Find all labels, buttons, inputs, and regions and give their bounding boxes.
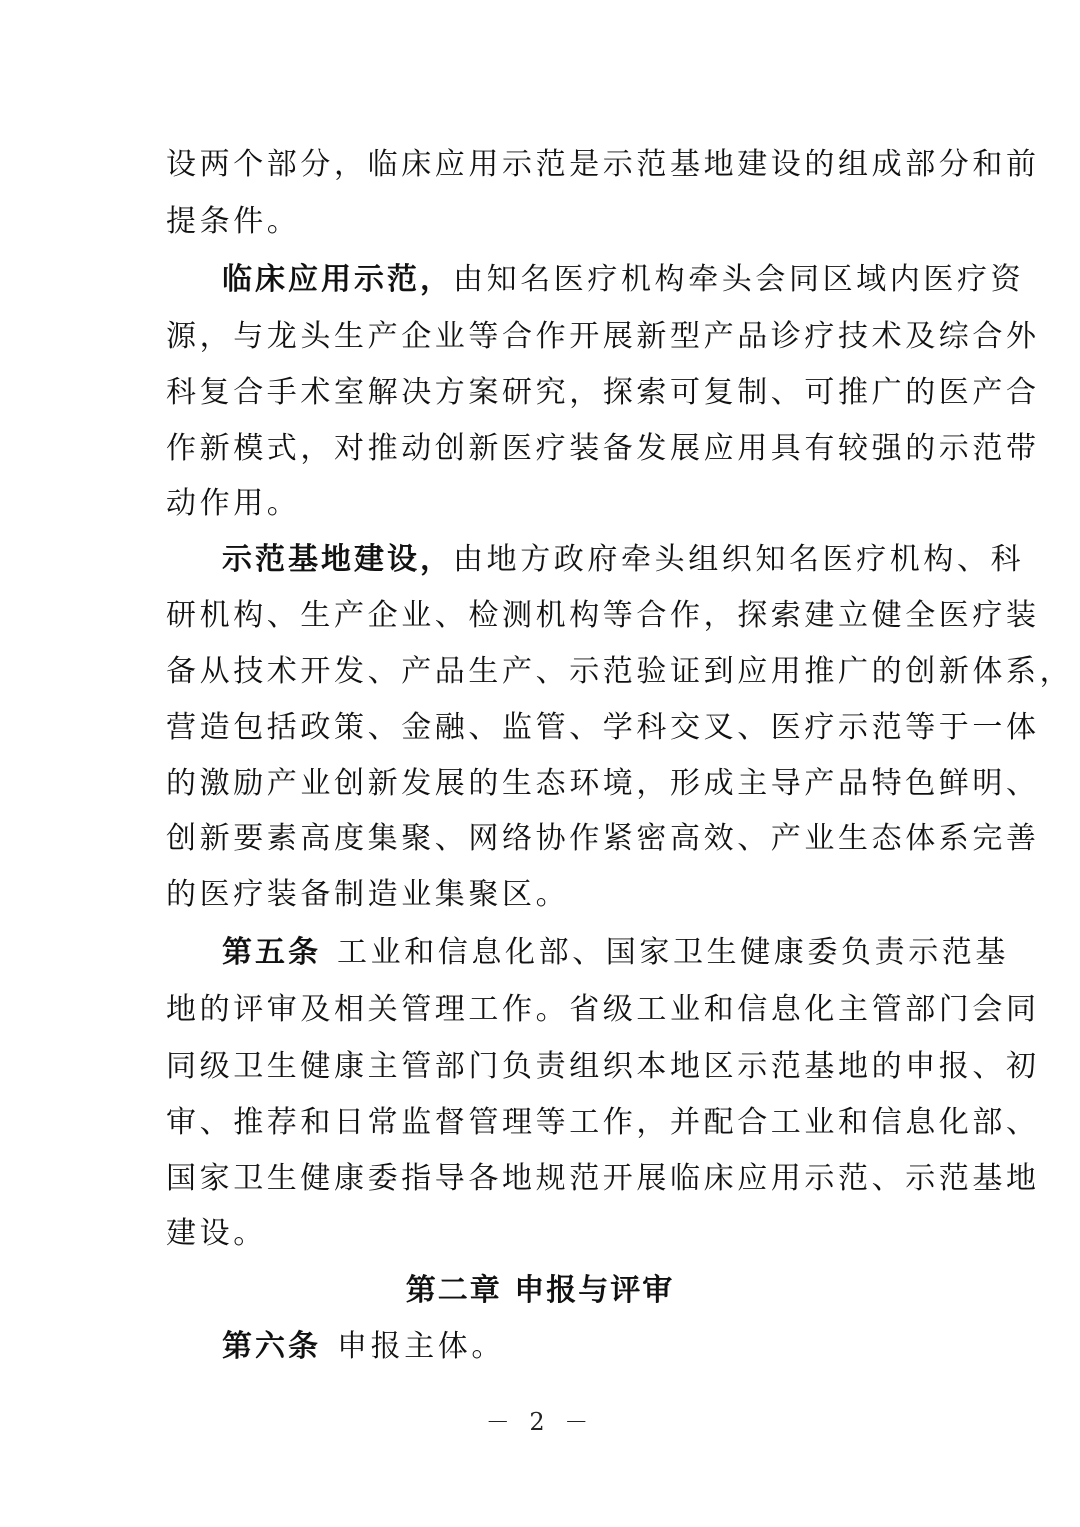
text-span: 建设。 [166, 1216, 267, 1251]
chapter-heading: 第二章 申报与评审 [405, 1273, 675, 1308]
text-span: 源，与龙头生产企业等合作开展新型产品诊疗技术及综合外 [166, 319, 1040, 354]
text-span: 作新模式，对推动创新医疗装备发展应用具有较强的示范带 [166, 431, 1040, 466]
text-span: 设两个部分，临床应用示范是示范基地建设的组成部分和前 [166, 147, 1040, 182]
text-span: 国家卫生健康委指导各地规范开展临床应用示范、示范基地 [166, 1161, 1040, 1196]
text-line [166, 365, 1040, 421]
text-span: 动作用。 [166, 486, 301, 521]
text-span: 工业和信息化部、国家卫生健康委负责示范基 [337, 935, 1009, 970]
text-span: 的激励产业创新发展的生态环境，形成主导产品特色鲜明、 [166, 766, 1040, 801]
paragraph-clinical-demo [222, 252, 1025, 308]
text-line [166, 811, 1040, 867]
text-line [166, 1095, 1040, 1151]
text-line [166, 588, 1040, 644]
text-span: 研机构、生产企业、检测机构等合作，探索建立健全医疗装 [166, 598, 1040, 633]
text-span: 由知名医疗机构牵头会同区域内医疗资 [453, 262, 1025, 297]
text-line [166, 700, 1040, 756]
text-span: 同级卫生健康主管部门负责组织本地区示范基地的申报、初 [166, 1049, 1040, 1084]
text-line [166, 982, 1040, 1038]
text-span: 创新要素高度集聚、网络协作紧密高效、产业生态体系完善 [166, 821, 1040, 856]
text-line [166, 1151, 1040, 1207]
paragraph-base-construction [222, 532, 1025, 588]
text-span: 申报主体。 [337, 1329, 505, 1364]
article-6-paragraph [222, 1319, 926, 1375]
text-line [166, 1039, 1040, 1095]
text-line [166, 476, 926, 532]
text-span: 科复合手术室解决方案研究，探索可复制、可推广的医产合 [166, 375, 1040, 410]
article-5-paragraph [222, 925, 1009, 981]
article-5-label: 第五条 [222, 935, 321, 970]
text-span: 提条件。 [166, 204, 301, 239]
text-line [166, 309, 1040, 365]
page-number: － 2 － [485, 1408, 595, 1436]
text-line [166, 644, 1074, 700]
text-span: 审、推荐和日常监督管理等工作，并配合工业和信息化部、 [166, 1105, 1040, 1140]
article-6-label: 第六条 [222, 1329, 321, 1364]
text-line [166, 1206, 926, 1262]
text-line [166, 421, 1040, 477]
text-line [166, 137, 1040, 193]
text-span: 的医疗装备制造业集聚区。 [166, 877, 570, 912]
text-span: 备从技术开发、产品生产、示范验证到应用推广的创新体系， [166, 654, 1074, 689]
text-span: 地的评审及相关管理工作。省级工业和信息化主管部门会同 [166, 992, 1040, 1027]
text-line [166, 194, 926, 250]
text-span: 由地方政府牵头组织知名医疗机构、科 [453, 542, 1025, 577]
text-line [166, 756, 1040, 812]
term-base-construction: 示范基地建设， [222, 542, 453, 577]
text-line [166, 867, 926, 923]
text-span: 营造包括政策、金融、监管、学科交叉、医疗示范等于一体 [166, 710, 1040, 745]
term-clinical-demo: 临床应用示范， [222, 262, 453, 297]
